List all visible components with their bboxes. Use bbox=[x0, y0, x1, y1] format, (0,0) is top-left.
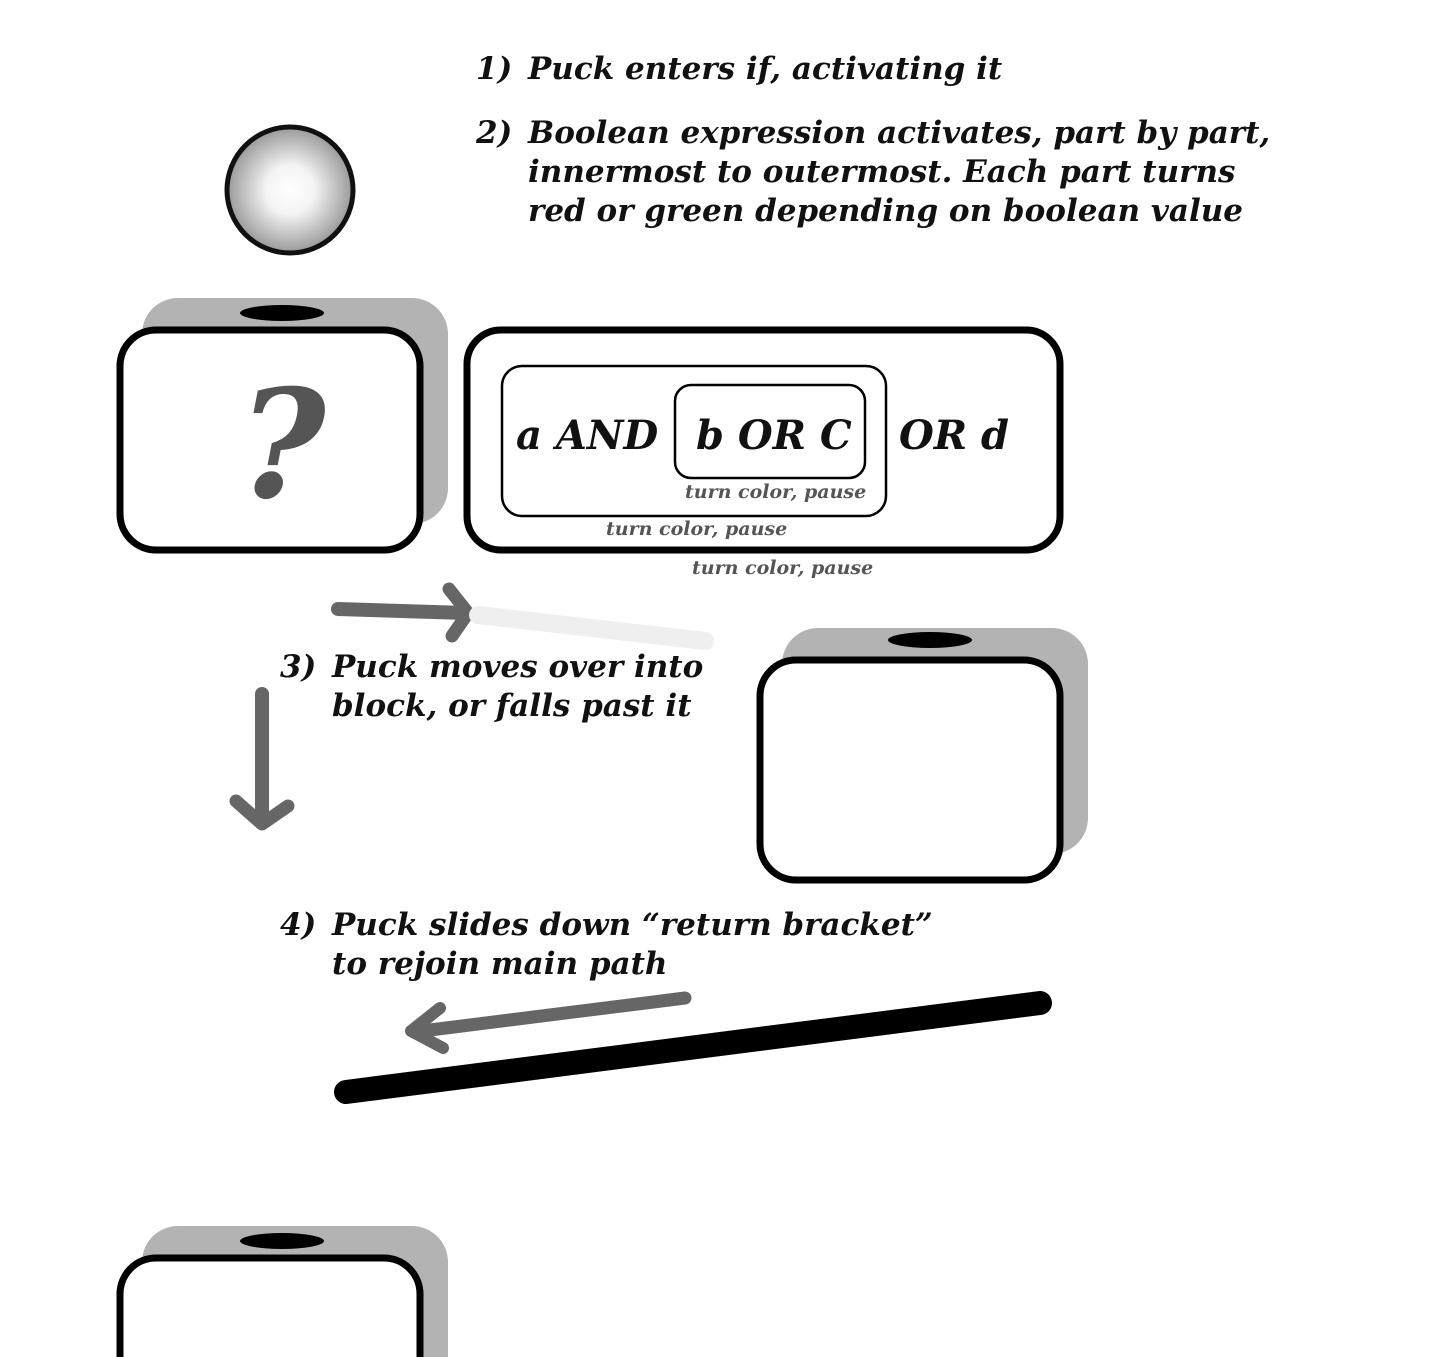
step-4-number: 4) bbox=[280, 907, 317, 943]
if-question-mark: ? bbox=[238, 357, 326, 533]
step-1 bbox=[476, 50, 1002, 89]
next-block-slot bbox=[240, 1233, 324, 1249]
step-3-line-2: block, or falls past it bbox=[332, 688, 692, 724]
step-2 bbox=[476, 114, 1270, 231]
puck bbox=[227, 127, 353, 253]
if-block-slot bbox=[240, 305, 324, 321]
step-2-line-1: Boolean expression activates, part by part, bbox=[528, 115, 1271, 151]
step-3-number: 3) bbox=[280, 649, 317, 685]
then-block bbox=[760, 628, 1088, 880]
expr-right: OR d bbox=[899, 412, 1009, 459]
step-3 bbox=[280, 648, 703, 726]
annotation-outer: turn color, pause bbox=[692, 557, 874, 579]
return-arrow bbox=[411, 998, 685, 1048]
then-block-frame bbox=[760, 660, 1060, 880]
step-2-number: 2) bbox=[476, 115, 513, 151]
step-2-line-2: innermost to outermost. Each part turns bbox=[528, 154, 1236, 190]
right-arrow-shaft bbox=[338, 609, 466, 613]
then-block-slot bbox=[888, 632, 972, 648]
step-3-line-1: Puck moves over into bbox=[332, 649, 704, 685]
next-block bbox=[120, 1226, 448, 1357]
step-4-line-2: to rejoin main path bbox=[332, 946, 668, 982]
return-arrow-shaft bbox=[414, 998, 685, 1032]
step-1-line-1: Puck enters if, activating it bbox=[528, 51, 1003, 87]
step-4-line-1: Puck slides down “return bracket” bbox=[332, 907, 933, 943]
next-block-frame bbox=[120, 1258, 420, 1357]
smudge-trail bbox=[478, 615, 705, 641]
step-4 bbox=[280, 906, 933, 984]
step-1-number: 1) bbox=[476, 51, 513, 87]
annotation-inner: turn color, pause bbox=[685, 481, 867, 503]
step-2-line-3: red or green depending on boolean value bbox=[528, 193, 1243, 229]
expr-inner: b OR C bbox=[696, 412, 852, 459]
expr-left: a AND bbox=[516, 412, 659, 459]
return-bracket bbox=[346, 1003, 1040, 1092]
annotation-middle: turn color, pause bbox=[606, 518, 788, 540]
